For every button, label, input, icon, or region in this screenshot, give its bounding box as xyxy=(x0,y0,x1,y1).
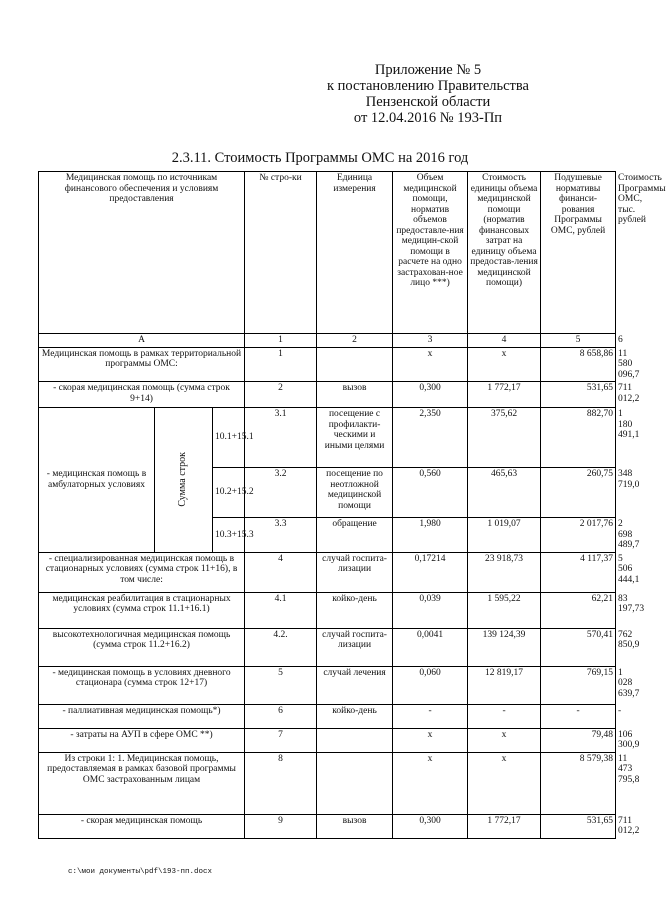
row-name: высокотехнологичная медицинская помощь (сумма строк 11.2+16.2) xyxy=(39,628,245,666)
row-cost: х xyxy=(468,728,541,752)
table-row: - паллиативная медицинская помощь*) 6 койко-день - - - - xyxy=(39,704,616,728)
row-volume: - xyxy=(393,704,468,728)
row-percap: 8 579,38 xyxy=(541,752,616,814)
row-volume: 0,300 xyxy=(393,814,468,838)
row-volume: 0,300 xyxy=(393,382,468,408)
row-volume: 0,039 xyxy=(393,592,468,628)
row-percap: 882,70 xyxy=(541,408,616,468)
table-row: - затраты на АУП в сфере ОМС **) 7 х х 79,48 106 300,9 xyxy=(39,728,616,752)
row-cost: 12 819,17 xyxy=(468,666,541,704)
appendix-line1: Приложение № 5 xyxy=(374,62,482,78)
row-num: 2 xyxy=(245,382,317,408)
table-row: 10.2+15.2 3.2 посещение по неотложной медицинской помощи 0,560 465,63 260,75 348 719,0 xyxy=(39,468,616,518)
row-name: Из строки 1: 1. Медицинская помощь, предоставляемая в рамках базовой программы ОМС застрахованным лицам xyxy=(39,752,245,814)
row-name: - затраты на АУП в сфере ОМС **) xyxy=(39,728,245,752)
sum-rows-text: Сумма строк xyxy=(177,452,189,508)
row-num: 5 xyxy=(245,666,317,704)
table-row: 10.3+15.3 3.3 обращение 1,980 1 019,07 2 017,76 2 698 489,7 xyxy=(39,518,616,553)
row-unit: обращение xyxy=(317,518,393,553)
row-num: 1 xyxy=(245,347,317,382)
table-row: медицинская реабилитация в стационарных условиях (сумма строк 11.1+16.1) 4.1 койко-день 0,039 1 595,22 62,21 83 197,73 xyxy=(39,592,616,628)
row-unit: посещение с профилакти-ческими и иными целями xyxy=(317,408,393,468)
table-row: Медицинская помощь в рамках территориальной программы ОМС: 1 х х 8 658,86 11 580 096,7 xyxy=(39,347,616,382)
row-num: 9 xyxy=(245,814,317,838)
row-percap: 79,48 xyxy=(541,728,616,752)
row-num: 3.1 xyxy=(245,408,317,468)
row-cost: - xyxy=(468,704,541,728)
sum-rows-vertical-label xyxy=(155,408,213,553)
row-unit: койко-день xyxy=(317,592,393,628)
file-path-footer: c:\мои документы\pdf\193-пп.docx xyxy=(68,868,213,876)
row-volume: х xyxy=(393,347,468,382)
row-num: 4.1 xyxy=(245,592,317,628)
row-volume: 0,17214 xyxy=(393,552,468,592)
header-per-capita: Подушевые нормативы финанси-рования Программы ОМС, рублей xyxy=(541,172,616,334)
row-name: - паллиативная медицинская помощь*) xyxy=(39,704,245,728)
row-name: - специализированная медицинская помощь в стационарных условиях (сумма строк 11+16), в том числе: xyxy=(39,552,245,592)
row-cost: 1 019,07 xyxy=(468,518,541,553)
header-unit: Единица измерения xyxy=(317,172,393,334)
header-row-number: № стро-ки xyxy=(245,172,317,334)
row-cost: 375,62 xyxy=(468,408,541,468)
row-unit: посещение по неотложной медицинской помощи xyxy=(317,468,393,518)
row-volume: 0,0041 xyxy=(393,628,468,666)
index-cell: 3 xyxy=(393,334,468,348)
row-name: Медицинская помощь в рамках территориальной программы ОМС: xyxy=(39,347,245,382)
appendix-block xyxy=(298,62,558,126)
row-volume: 0,060 xyxy=(393,666,468,704)
row-percap: 62,21 xyxy=(541,592,616,628)
row-num: 8 xyxy=(245,752,317,814)
row-cost: 1 772,17 xyxy=(468,382,541,408)
row-num: 7 xyxy=(245,728,317,752)
table-row: высокотехнологичная медицинская помощь (сумма строк 11.2+16.2) 4.2. случай госпита-лизации 0,0041 139 124,39 570,41 762 850,9 xyxy=(39,628,616,666)
row-name: медицинская реабилитация в стационарных условиях (сумма строк 11.1+16.1) xyxy=(39,592,245,628)
row-percap: 570,41 xyxy=(541,628,616,666)
row-percap: 2 017,76 xyxy=(541,518,616,553)
row-unit: вызов xyxy=(317,814,393,838)
row-volume: 0,560 xyxy=(393,468,468,518)
index-cell: 2 xyxy=(317,334,393,348)
row-num: 4 xyxy=(245,552,317,592)
row-sum: 10.1+15.1 xyxy=(213,408,245,468)
row-unit: случай госпита-лизации xyxy=(317,628,393,666)
row-num: 4.2. xyxy=(245,628,317,666)
program-cost-table xyxy=(38,171,666,839)
row-percap: 531,65 xyxy=(541,814,616,838)
row-sum: 10.2+15.2 xyxy=(213,468,245,518)
appendix-line3: Пензенской области xyxy=(365,94,491,110)
row-percap: 4 117,37 xyxy=(541,552,616,592)
header-row: Медицинская помощь по источникам финансового обеспечения и условиям предоставления № стро-ки Единица измерения Объем медицинской помощи, норматив объемов предоставле-ния медицин-ской помощи в расчете на одно застрахован-ное лицо ***) Стоимость единицы объема медицинской помощи (норматив финансовых затрат на единицу объема предостав-ления медицинской помощи) Подушевые нормативы финанси-рования Программы ОМС, рублей Стоимость Программы ОМС, тыс. рублей xyxy=(39,172,616,334)
header-volume: Объем медицинской помощи, норматив объемов предоставле-ния медицин-ской помощи в расчете на одно застрахован-ное лицо ***) xyxy=(393,172,468,334)
row-num: 6 xyxy=(245,704,317,728)
row-volume: 1,980 xyxy=(393,518,468,553)
document-title: 2.3.11. Стоимость Программы ОМС на 2016 год xyxy=(171,150,469,166)
row-unit: койко-день xyxy=(317,704,393,728)
row-percap: - xyxy=(541,704,616,728)
table-row: - скорая медицинская помощь (сумма строк 9+14) 2 вызов 0,300 1 772,17 531,65 711 012,2 xyxy=(39,382,616,408)
table-row: - специализированная медицинская помощь в стационарных условиях (сумма строк 11+16), в том числе: 4 случай госпита-лизации 0,17214 23 918,73 4 117,37 5 506 444,1 xyxy=(39,552,616,592)
row-name: - скорая медицинская помощь xyxy=(39,814,245,838)
row-percap: 769,15 xyxy=(541,666,616,704)
row-cost: 139 124,39 xyxy=(468,628,541,666)
row-num: 3.3 xyxy=(245,518,317,553)
row-unit: случай лечения xyxy=(317,666,393,704)
table-row: - медицинская помощь в амбулаторных условиях Сумма строк 10.1+15.1 3.1 посещение с профилакти-ческими и иными целями 2,350 375,62 882,70 1 180 491,1 xyxy=(39,408,616,468)
row-cost: 1 595,22 xyxy=(468,592,541,628)
appendix-line4: от 12.04.2016 № 193-Пп xyxy=(353,110,503,126)
index-row: А 1 2 3 4 5 6 xyxy=(39,334,616,348)
row-cost: 465,63 xyxy=(468,468,541,518)
ambulatory-label: - медицинская помощь в амбулаторных условиях xyxy=(39,408,155,553)
row-num: 3.2 xyxy=(245,468,317,518)
index-cell: 5 xyxy=(541,334,616,348)
table-row: - скорая медицинская помощь 9 вызов 0,300 1 772,17 531,65 711 012,2 xyxy=(39,814,616,838)
index-cell: 4 xyxy=(468,334,541,348)
row-unit: случай госпита-лизации xyxy=(317,552,393,592)
row-volume: 2,350 xyxy=(393,408,468,468)
row-unit xyxy=(317,752,393,814)
table-row: - медицинская помощь в условиях дневного стационара (сумма строк 12+17) 5 случай лечения 0,060 12 819,17 769,15 1 028 639,7 xyxy=(39,666,616,704)
row-unit: вызов xyxy=(317,382,393,408)
row-name: - скорая медицинская помощь (сумма строк 9+14) xyxy=(39,382,245,408)
row-name: - медицинская помощь в условиях дневного стационара (сумма строк 12+17) xyxy=(39,666,245,704)
row-sum: 10.3+15.3 xyxy=(213,518,245,553)
index-cell: А xyxy=(39,334,245,348)
row-volume: х xyxy=(393,752,468,814)
header-care-type: Медицинская помощь по источникам финансового обеспечения и условиям предоставления xyxy=(39,172,245,334)
row-volume: х xyxy=(393,728,468,752)
row-percap: 8 658,86 xyxy=(541,347,616,382)
row-unit xyxy=(317,728,393,752)
table-row: Из строки 1: 1. Медицинская помощь, предоставляемая в рамках базовой программы ОМС застрахованным лицам 8 х х 8 579,38 11 473 795,8 xyxy=(39,752,616,814)
row-percap: 531,65 xyxy=(541,382,616,408)
row-cost: 23 918,73 xyxy=(468,552,541,592)
index-cell: 1 xyxy=(245,334,317,348)
appendix-line2: к постановлению Правительства xyxy=(327,78,529,94)
row-cost: х xyxy=(468,752,541,814)
row-cost: х xyxy=(468,347,541,382)
row-percap: 260,75 xyxy=(541,468,616,518)
row-unit xyxy=(317,347,393,382)
header-unit-cost: Стоимость единицы объема медицинской помощи (норматив финансовых затрат на единицу объема предостав-ления медицинской помощи) xyxy=(468,172,541,334)
row-cost: 1 772,17 xyxy=(468,814,541,838)
